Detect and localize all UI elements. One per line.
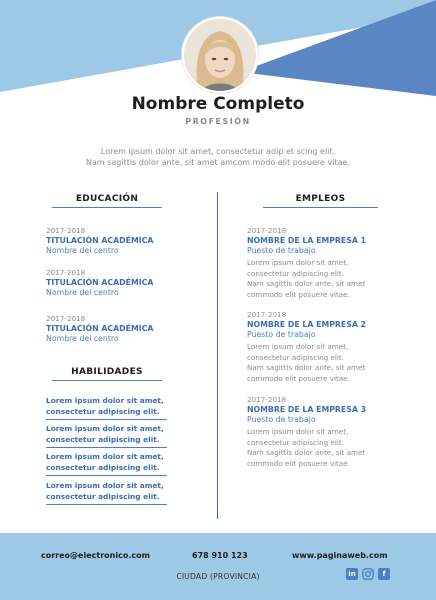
job-item [247, 310, 366, 384]
skill-line: Lorem ipsum dolor sit amet, [46, 481, 164, 490]
job-position: Puesto de trabajo [247, 330, 316, 339]
footer-phone[interactable]: 678 910 123 [192, 551, 248, 560]
job-description [247, 342, 366, 384]
job-description-line: consectetur adipiscing elit. [247, 437, 345, 447]
skill-line: consectetur adipiscing elit. [46, 462, 160, 472]
skill-line: Lorem ipsum dolor sit amet, [46, 452, 164, 461]
job-company: NOMBRE DE LA EMPRESA 2 [247, 320, 367, 329]
education-year: 2017-2018 [46, 226, 86, 235]
education-center: Nombre del centro [46, 246, 119, 255]
job-description [247, 427, 366, 469]
skill-item [46, 452, 164, 473]
education-title: TITULACIÓN ACADÉMICA [46, 236, 154, 245]
education-year: 2017-2018 [46, 314, 86, 323]
skill-line: Lorem ipsum dolor sit amet, [46, 424, 164, 433]
education-year: 2017-2018 [46, 268, 86, 277]
facebook-icon[interactable]: f [378, 568, 390, 580]
skill-line: consectetur adipiscing elit. [46, 491, 160, 501]
education-title: TITULACIÓN ACADÉMICA [46, 278, 154, 287]
intro-line: Lorem ipsum dolor sit amet, consectetur adip et scing elit. [100, 147, 336, 156]
job-description-line: commodo elit posuere vitae. [247, 289, 350, 299]
job-description-line: Nam sagittis dolor ante, sit amet [247, 363, 366, 372]
skill-item [46, 424, 164, 445]
education-item [46, 314, 153, 344]
education-item [46, 226, 153, 256]
linkedin-icon[interactable]: in [346, 568, 358, 580]
education-item [46, 268, 153, 298]
job-description-line: consectetur adipiscing elit. [247, 268, 345, 278]
skill-item [46, 396, 164, 417]
job-description-line: Lorem ipsum dolor sit amet, [247, 342, 349, 351]
skill-line: consectetur adipiscing elit. [46, 406, 160, 416]
job-year: 2017-2018 [247, 226, 287, 235]
footer-city: CIUDAD (PROVINCIA) [176, 572, 260, 581]
job-item [247, 226, 366, 300]
job-position: Puesto de trabajo [247, 246, 316, 255]
intro-line: Nam sagittis dolor ante, sit amet amcom modo elit posuere vitae. [86, 158, 350, 167]
intro-text [40, 146, 396, 168]
education-center: Nombre del centro [46, 334, 119, 343]
education-center: Nombre del centro [46, 288, 119, 297]
skills-heading: HABILIDADES [52, 367, 162, 377]
job-description-line: Lorem ipsum dolor sit amet, [247, 427, 349, 436]
skill-line: consectetur adipiscing elit. [46, 434, 160, 444]
profile-photo [182, 17, 258, 93]
footer-email[interactable]: correo@electronico.com [41, 551, 150, 560]
job-company: NOMBRE DE LA EMPRESA 3 [247, 405, 367, 414]
job-description-line: Nam sagittis dolor ante, sit amet [247, 279, 366, 288]
job-description-line: Lorem ipsum dolor sit amet, [247, 258, 349, 267]
profession: PROFESIÓN [185, 117, 251, 126]
job-item [247, 395, 366, 469]
skill-line: Lorem ipsum dolor sit amet, [46, 396, 164, 405]
jobs-heading: EMPLEOS [263, 194, 378, 204]
education-title: TITULACIÓN ACADÉMICA [46, 324, 154, 333]
full-name: Nombre Completo [131, 94, 305, 114]
column-divider [217, 192, 218, 519]
job-company: NOMBRE DE LA EMPRESA 1 [247, 236, 367, 245]
footer-web[interactable]: www.paginaweb.com [292, 551, 388, 560]
instagram-icon[interactable] [362, 568, 374, 580]
footer [0, 533, 436, 600]
portrait-image [184, 19, 256, 91]
education-heading: EDUCACIÓN [52, 194, 162, 204]
job-description-line: commodo elit posuere vitae. [247, 373, 350, 383]
job-description-line: commodo elit posuere vitae. [247, 458, 350, 468]
job-description-line: Nam sagittis dolor ante, sit amet [247, 448, 366, 457]
job-description [247, 258, 366, 300]
job-year: 2017-2018 [247, 310, 287, 319]
job-position: Puesto de trabajo [247, 415, 316, 424]
job-year: 2017-2018 [247, 395, 287, 404]
job-description-line: consectetur adipiscing elit. [247, 352, 345, 362]
skill-item [46, 481, 164, 502]
